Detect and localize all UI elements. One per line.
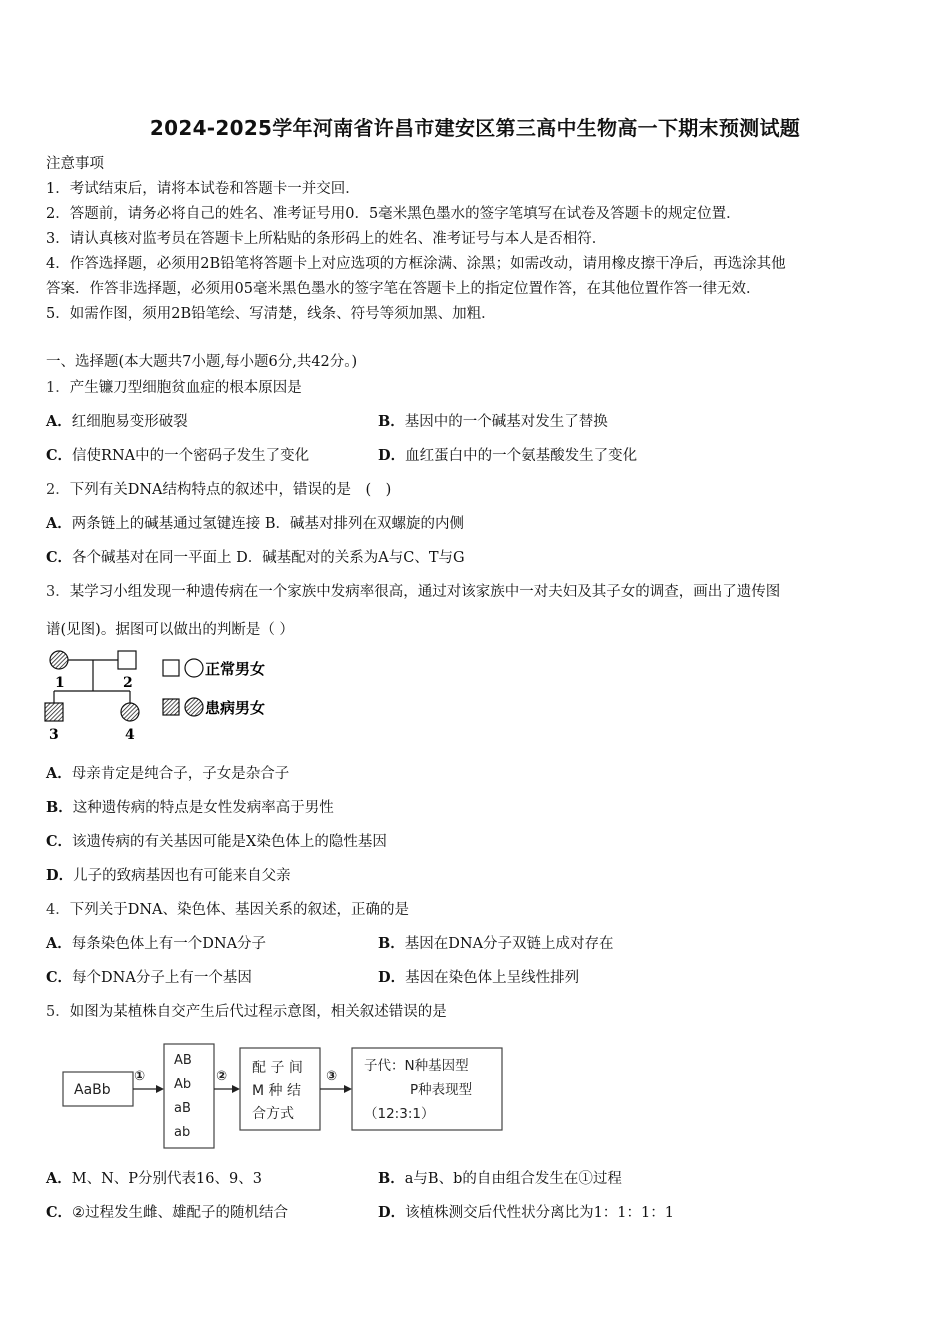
gamete: AB	[174, 1053, 192, 1068]
option-text: ②过程发生雌、雄配子的随机结合	[72, 1205, 289, 1221]
label-2: 2	[123, 675, 133, 691]
notice-item: 1．考试结束后，请将本试卷和答题卡一并交回．	[46, 181, 360, 197]
option-letter: A．	[46, 515, 72, 532]
offspring-line: （12:3:1）	[364, 1106, 435, 1122]
notice-heading: 注意事项	[46, 156, 104, 172]
option-text: 这种遗传病的特点是女性发病率高于男性	[72, 800, 334, 816]
question-number: 1．	[46, 380, 70, 396]
option-letter: A．	[46, 765, 72, 782]
option-letter: A．	[46, 1170, 72, 1187]
affected-female-1	[50, 651, 68, 669]
legend-affected: 患病男女	[205, 699, 266, 717]
legend-normal: 正常男女	[205, 660, 266, 678]
question-number: 4．	[46, 902, 70, 918]
normal-male-2	[118, 651, 136, 669]
question-stem: 下列有关DNA结构特点的叙述中，错误的是 ( )	[69, 482, 392, 498]
combine-line: 合方式	[252, 1106, 294, 1122]
label-3: 3	[49, 727, 59, 743]
option-letter: B．	[378, 1170, 405, 1187]
option-text: 儿子的致病基因也有可能来自父亲	[73, 868, 291, 884]
option-d[interactable]	[378, 444, 637, 465]
option-text: 基因中的一个碱基对发生了替换	[404, 414, 608, 430]
gamete: ab	[174, 1125, 191, 1140]
option-letter: D．	[378, 1204, 406, 1221]
option-d[interactable]	[378, 1201, 674, 1222]
page-title: 2024-2025学年河南省许昌市建安区第三高中生物高一下期末预测试题	[149, 116, 801, 140]
option-a[interactable]	[46, 410, 188, 431]
option-text: 基因在染色体上呈线性排列	[405, 970, 580, 986]
option-letter: A．	[46, 935, 72, 952]
option-text: 母亲肯定是纯合子，子女是杂合子	[71, 766, 290, 782]
step-1-label: ①	[134, 1069, 146, 1084]
option-letter: B．	[46, 799, 73, 816]
question-stem: 如图为某植株自交产生后代过程示意图，相关叙述错误的是	[69, 1004, 447, 1020]
question-4	[46, 898, 409, 919]
option-c-d[interactable]	[46, 546, 465, 567]
option-b[interactable]	[46, 796, 334, 817]
question-3	[46, 580, 780, 601]
option-letter: D．	[378, 969, 406, 986]
option-letter: C．	[46, 549, 73, 566]
option-letter: C．	[46, 969, 73, 986]
notice-item: 3．请认真核对监考员在答题卡上所粘贴的条形码上的姓名、准考证号与本人是否相符．	[46, 231, 607, 247]
option-text: 该植株测交后代性状分离比为1：1：1：1	[405, 1205, 674, 1221]
option-text: a与B、b的自由组合发生在①过程	[404, 1171, 622, 1187]
notice-item: 2．答题前，请务必将自己的姓名、准考证号用0．5毫米黑色墨水的签字笔填写在试卷及答题卡的规定位置．	[46, 206, 741, 222]
step-3-label: ③	[326, 1069, 338, 1084]
option-letter: A．	[46, 413, 72, 430]
option-text: 信使RNA中的一个密码子发生了变化	[72, 448, 310, 464]
section-heading: 一、选择题(本大题共7小题,每小题6分,共42分。)	[46, 354, 358, 370]
question-1	[46, 376, 302, 397]
option-c[interactable]	[46, 444, 309, 465]
question-5	[46, 1000, 447, 1021]
pedigree-chart	[40, 645, 290, 745]
option-text: 血红蛋白中的一个氨基酸发生了变化	[405, 448, 638, 464]
affected-female-4	[121, 703, 139, 721]
question-number: 5．	[46, 1004, 70, 1020]
option-letter: B．	[378, 935, 405, 952]
notice-item: 4．作答选择题，必须用2B铅笔将答题卡上对应选项的方框涂满、涂黑；如需改动，请用橡皮擦干净后，再选涂其他	[46, 256, 786, 272]
question-stem-continued: 谱(见图)。据图可以做出的判断是（ ）	[46, 622, 294, 638]
combine-line: 配 子 间	[252, 1060, 303, 1076]
combine-line: M 种 结	[252, 1083, 301, 1099]
label-1: 1	[55, 675, 65, 691]
option-a[interactable]	[46, 932, 266, 953]
option-a-b[interactable]	[46, 512, 464, 533]
option-b[interactable]	[378, 932, 614, 953]
question-stem: 某学习小组发现一种遗传病在一个家族中发病率很高，通过对该家族中一对夫妇及其子女的调查，画出了遗传图	[69, 584, 781, 600]
option-b[interactable]	[378, 410, 608, 431]
option-letter: C．	[46, 1204, 73, 1221]
self-cross-flow-diagram	[60, 1042, 510, 1152]
option-text: 各个碱基对在同一平面上 D．碱基配对的关系为A与C、T与G	[72, 550, 465, 566]
option-d[interactable]	[378, 966, 579, 987]
option-a[interactable]	[46, 1167, 262, 1188]
question-2	[46, 478, 391, 499]
step-2-label: ②	[216, 1069, 228, 1084]
parent-genotype: AaBb	[74, 1082, 111, 1098]
option-letter: D．	[46, 867, 74, 884]
option-text: M、N、P分别代表16、9、3	[71, 1171, 262, 1187]
question-stem: 产生镰刀型细胞贫血症的根本原因是	[69, 380, 302, 396]
notice-item: 答案．作答非选择题，必须用05毫米黑色墨水的签字笔在答题卡上的指定位置作答，在其他位置作答一律无效．	[46, 281, 761, 297]
option-letter: B．	[378, 413, 405, 430]
option-text: 该遗传病的有关基因可能是X染色体上的隐性基因	[72, 834, 387, 850]
option-text: 两条链上的碱基通过氢键连接 B．碱基对排列在双螺旋的内侧	[71, 516, 465, 532]
option-d[interactable]	[46, 864, 291, 885]
offspring-line: P种表现型	[410, 1082, 473, 1098]
gamete: Ab	[174, 1077, 192, 1092]
option-letter: C．	[46, 833, 73, 850]
question-number: 3．	[46, 584, 70, 600]
notice-item: 5．如需作图，须用2B铅笔绘、写清楚，线条、符号等须加黑、加粗．	[46, 306, 496, 322]
offspring-line: 子代：N种基因型	[364, 1058, 469, 1074]
option-text: 基因在DNA分子双链上成对存在	[404, 936, 614, 952]
affected-male-3	[45, 703, 63, 721]
option-c[interactable]	[46, 1201, 288, 1222]
option-letter: D．	[378, 447, 406, 464]
option-c[interactable]	[46, 830, 387, 851]
option-text: 红细胞易变形破裂	[71, 414, 188, 430]
label-4: 4	[125, 727, 135, 743]
question-stem: 下列关于DNA、染色体、基因关系的叙述，正确的是	[69, 902, 410, 918]
option-b[interactable]	[378, 1167, 622, 1188]
question-number: 2．	[46, 482, 70, 498]
option-text: 每个DNA分子上有一个基因	[72, 970, 252, 986]
option-a[interactable]	[46, 762, 289, 783]
option-c[interactable]	[46, 966, 252, 987]
option-text: 每条染色体上有一个DNA分子	[71, 936, 267, 952]
option-letter: C．	[46, 447, 73, 464]
gamete: aB	[174, 1101, 191, 1116]
